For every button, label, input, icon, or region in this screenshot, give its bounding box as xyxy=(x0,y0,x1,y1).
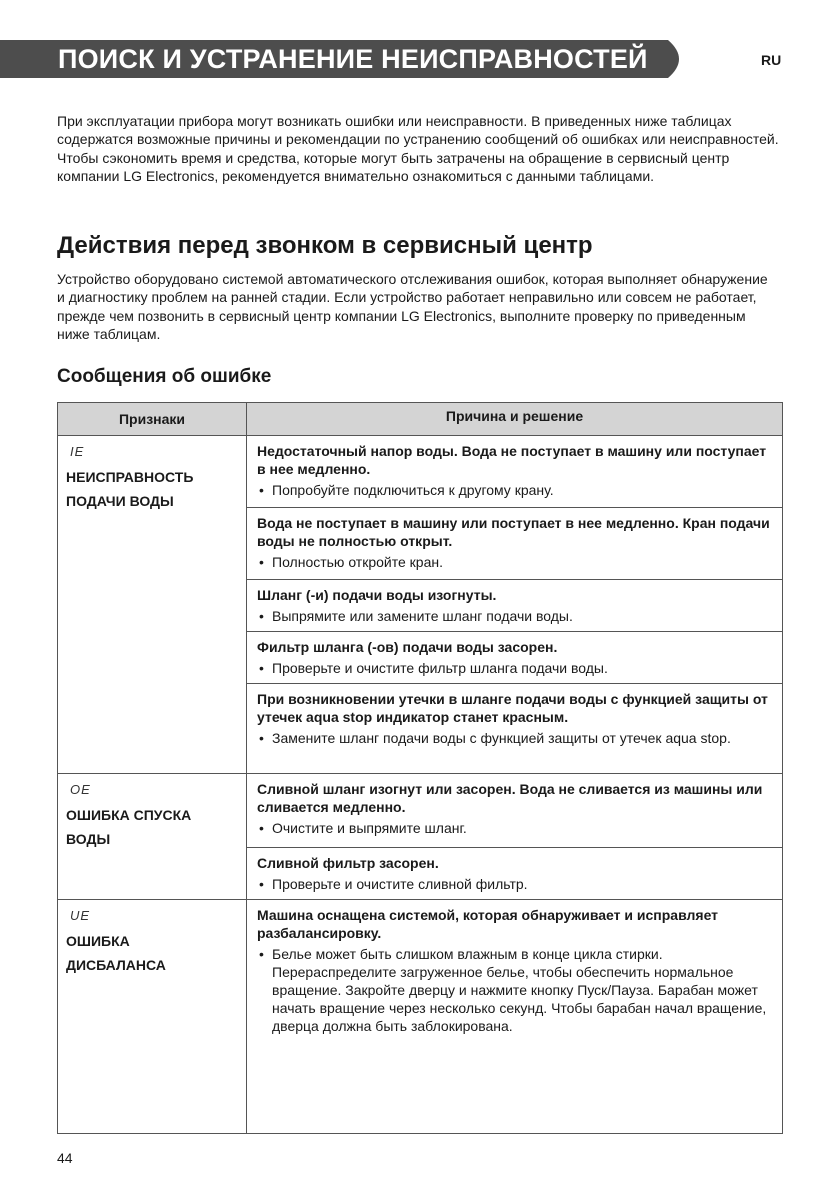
cause-cell xyxy=(247,632,783,684)
error-code-ue: UE xyxy=(70,908,91,923)
cause-text: Недостаточный напор воды. Вода не поступает в машину или поступает в нее медленно. xyxy=(257,443,767,477)
cause-cell xyxy=(247,436,783,508)
bullet-icon: • xyxy=(259,554,264,570)
subsection-heading: Сообщения об ошибке xyxy=(57,366,272,387)
symptom-cell-ue xyxy=(58,900,247,1134)
cause-text: При возникновении утечки в шланге подачи воды с функцией защиты от утечек aqua stop индикатор станет красным. xyxy=(257,691,768,725)
bullet-icon: • xyxy=(259,876,264,892)
bullet-icon: • xyxy=(259,660,264,676)
bullet-icon: • xyxy=(259,730,264,746)
solution-text: Полностью откройте кран. xyxy=(272,554,443,570)
cause-cell xyxy=(247,900,783,1134)
column-header-symptoms: Признаки xyxy=(58,403,247,436)
solution-item xyxy=(257,481,772,499)
symptom-label: ОШИБКА СПУСКА xyxy=(66,807,192,823)
error-code-oe: OE xyxy=(70,782,91,797)
page-number: 44 xyxy=(57,1150,73,1166)
solution-item xyxy=(257,945,772,1035)
symptom-cell-ie xyxy=(58,436,247,774)
symptom-label: НЕИСПРАВНОСТЬ xyxy=(66,469,194,485)
symptom-label: ПОДАЧИ ВОДЫ xyxy=(66,493,174,509)
table-row xyxy=(58,436,783,508)
cause-text: Сливной фильтр засорен. xyxy=(257,855,439,871)
symptom-cell-oe xyxy=(58,774,247,900)
symptom-label: ДИСБАЛАНСА xyxy=(66,957,166,973)
section-heading: Действия перед звонком в сервисный центр xyxy=(57,232,593,259)
solution-item xyxy=(257,875,772,893)
bullet-icon: • xyxy=(259,946,264,962)
symptom-label: ВОДЫ xyxy=(66,831,111,847)
page-title: ПОИСК И УСТРАНЕНИЕ НЕИСПРАВНОСТЕЙ xyxy=(58,44,648,74)
section-banner xyxy=(0,40,690,78)
table-row xyxy=(58,900,783,1134)
solution-text: Проверьте и очистите сливной фильтр. xyxy=(272,876,528,892)
intro-paragraph: При эксплуатации прибора могут возникать ошибки или неисправности. В приведенных ниже таблицах содержатся возможные причины и рекомендации по устранению сообщений об ошибках или неисправностей. Чтобы сэкономить время и средства, которые могут быть затрачены на обращение в сервисный центр компании LG Electronics, рекомендуется внимательно ознакомиться с данными таблицами. xyxy=(57,113,779,185)
solution-text: Проверьте и очистите фильтр шланга подачи воды. xyxy=(272,660,608,676)
cause-text: Вода не поступает в машину или поступает в нее медленно. Кран подачи воды не полностью открыт. xyxy=(257,515,770,549)
solution-text: Выпрямите или замените шланг подачи воды. xyxy=(272,608,573,624)
symptom-label: ОШИБКА xyxy=(66,933,130,949)
solution-item xyxy=(257,553,772,571)
solution-item xyxy=(257,659,772,677)
solution-text: Белье может быть слишком влажным в конце цикла стирки. Перераспределите загруженное белье, чтобы обеспечить нормальное вращение. Закройте дверцу и нажмите кнопку Пуск/Пауза. Барабан может начать вращение через несколько секунд. Чтобы барабан начал вращение, дверца должна быть заблокирована. xyxy=(272,946,767,1034)
solution-text: Очистите и выпрямите шланг. xyxy=(272,820,467,836)
cause-text: Машина оснащена системой, которая обнаруживает и исправляет разбалансировку. xyxy=(257,907,719,941)
table-header-row xyxy=(58,403,783,436)
section-paragraph: Устройство оборудовано системой автоматического отслеживания ошибок, которая выполняет обнаружение и диагностику проблем на ранней стадии. Если устройство работает неправильно или совсем не работает, прежде чем позвонить в сервисный центр компании LG Electronics, выполните проверку по приведенным ниже таблицам. xyxy=(57,271,768,343)
bullet-icon: • xyxy=(259,482,264,498)
language-label: RU xyxy=(761,52,782,68)
error-table xyxy=(57,402,783,1134)
cause-text: Шланг (-и) подачи воды изогнуты. xyxy=(257,587,497,603)
solution-item xyxy=(257,729,772,747)
cause-cell xyxy=(247,684,783,774)
cause-cell xyxy=(247,580,783,632)
solution-text: Попробуйте подключиться к другому крану. xyxy=(272,482,554,498)
bullet-icon: • xyxy=(259,820,264,836)
cause-cell xyxy=(247,508,783,580)
cause-text: Сливной шланг изогнут или засорен. Вода не сливается из машины или сливается медленно. xyxy=(257,781,763,815)
bullet-icon: • xyxy=(259,608,264,624)
solution-item xyxy=(257,607,772,625)
cause-text: Фильтр шланга (-ов) подачи воды засорен. xyxy=(257,639,558,655)
table-row xyxy=(58,774,783,848)
column-header-cause: Причина и решение xyxy=(247,403,783,436)
cause-cell xyxy=(247,774,783,848)
error-code-ie: IE xyxy=(70,444,85,459)
solution-item xyxy=(257,819,772,837)
cause-cell xyxy=(247,848,783,900)
solution-text: Замените шланг подачи воды с функцией защиты от утечек aqua stop. xyxy=(272,730,731,746)
